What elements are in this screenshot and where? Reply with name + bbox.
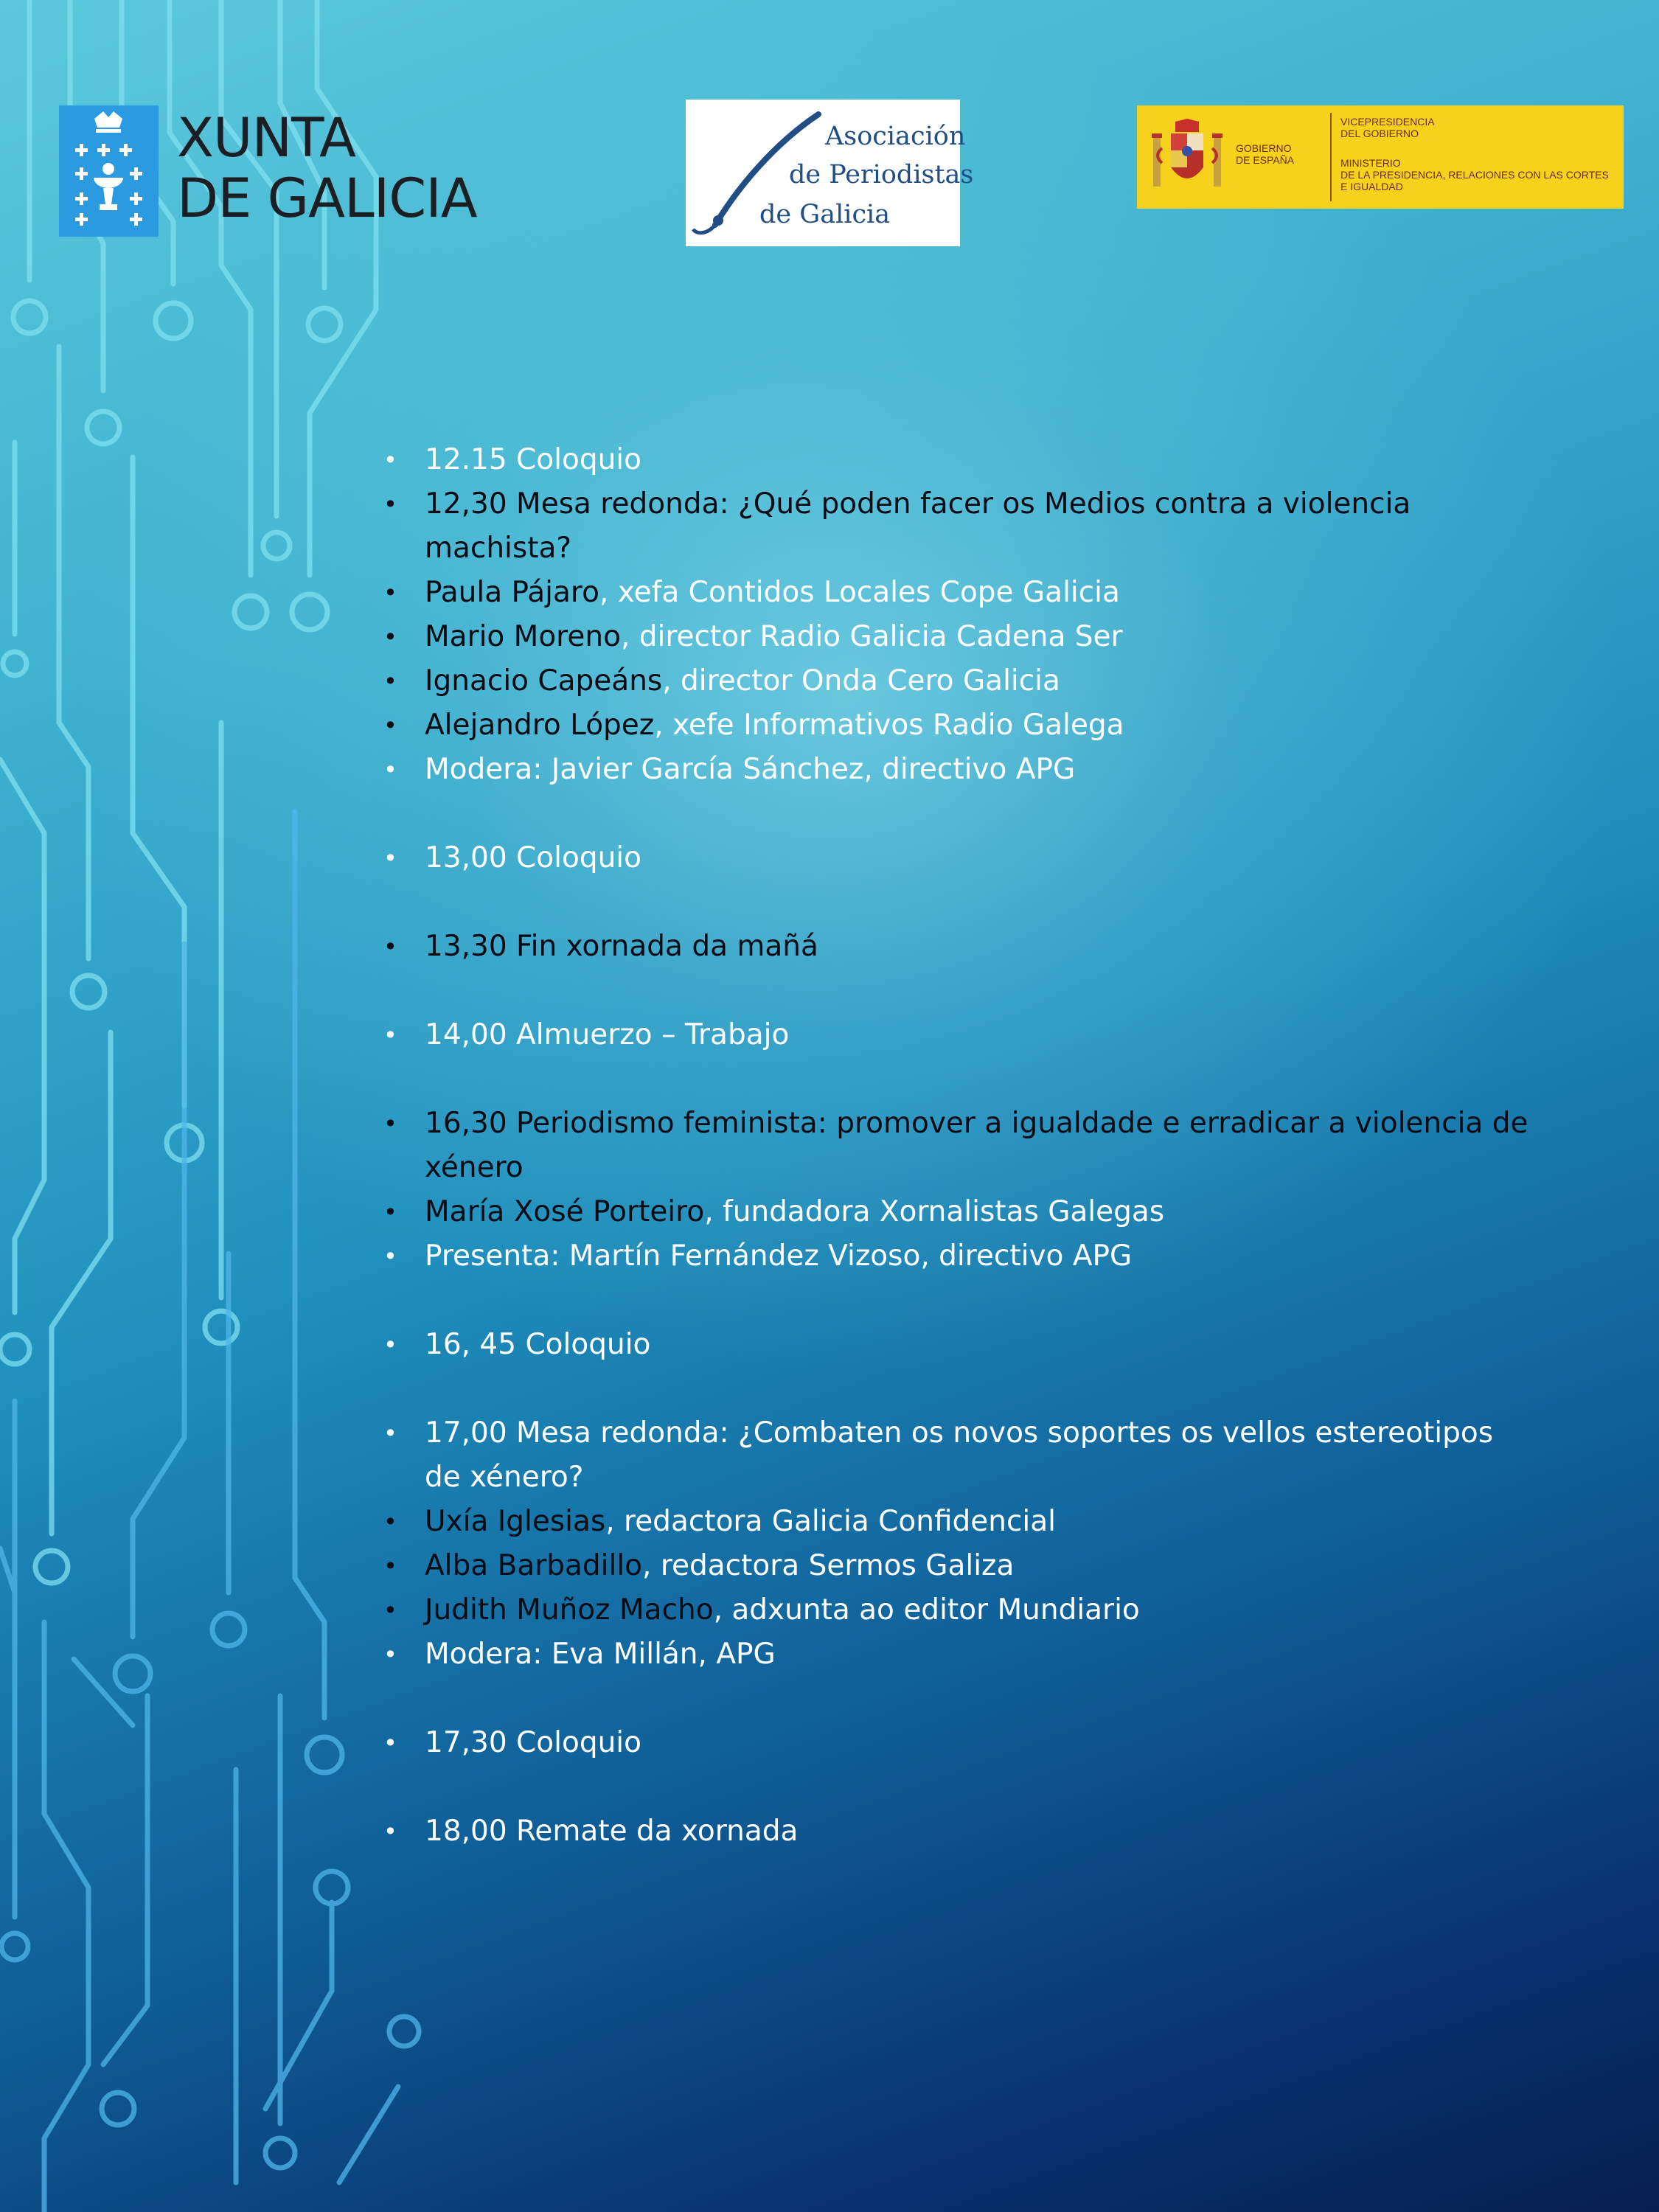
gobierno-de-espana-logo [1137, 105, 1624, 209]
agenda-speaker-item [383, 703, 1534, 748]
agenda-spacer [383, 969, 1534, 1013]
speaker-name: Paula Pájaro [425, 576, 599, 609]
gob-left2: DE ESPAÑA [1236, 154, 1295, 166]
apg-logo [686, 100, 974, 246]
speaker-role: , redactora Galicia Confidencial [605, 1505, 1056, 1538]
agenda-speaker-item [383, 1500, 1534, 1544]
agenda-item: • 16,30 Periodismo feminista: promover a igualdade e erradicar a violencia de xénero [383, 1102, 1534, 1190]
agenda-speaker-item [383, 1588, 1534, 1632]
gob-right3: MINISTERIO [1340, 157, 1401, 169]
agenda-item: • 12.15 Coloquio [383, 438, 1534, 482]
speaker-name: Alba Barbadillo [425, 1549, 643, 1582]
agenda-item: • 17,30 Coloquio [383, 1721, 1534, 1765]
agenda-spacer [383, 880, 1534, 925]
speaker-role: , director Onda Cero Galicia [662, 664, 1060, 698]
xunta-wordmark [177, 108, 477, 229]
galicia-shield-icon [59, 105, 159, 237]
agenda-item: • 13,00 Coloquio [383, 836, 1534, 880]
speaker-role: , xefe Informativos Radio Galega [654, 709, 1124, 742]
speaker-name: María Xosé Porteiro [425, 1195, 705, 1228]
speaker-role: , fundadora Xornalistas Galegas [704, 1195, 1165, 1228]
speaker-role: , xefa Contidos Locales Cope Galicia [599, 576, 1120, 609]
speaker-name: Judith Muñoz Macho [425, 1593, 714, 1627]
agenda-speaker-item [383, 615, 1534, 659]
agenda-item: • Modera: Javier García Sánchez, directivo APG [383, 748, 1534, 792]
agenda-spacer [383, 1367, 1534, 1411]
speaker-name: Uxía Iglesias [425, 1505, 606, 1538]
xunta-de-galicia-logo [59, 105, 501, 238]
agenda-spacer [383, 1677, 1534, 1721]
apg-line2: de Periodistas [789, 160, 974, 189]
agenda-item: • 12,30 Mesa redonda: ¿Qué poden facer os Medios contra a violencia machista? [383, 482, 1534, 571]
apg-line1: Asociación [825, 122, 966, 151]
agenda-item: • 14,00 Almuerzo – Trabajo [383, 1013, 1534, 1057]
agenda-speaker-item [383, 1544, 1534, 1588]
agenda-item: • 16, 45 Coloquio [383, 1323, 1534, 1367]
agenda-item: • 13,30 Fin xornada da mañá [383, 925, 1534, 969]
agenda-item: • Presenta: Martín Fernández Vizoso, directivo APG [383, 1234, 1534, 1279]
agenda-spacer [383, 1279, 1534, 1323]
speaker-role: , director Radio Galicia Cadena Ser [620, 620, 1123, 653]
xunta-line2: DE GALICIA [177, 167, 477, 230]
agenda-spacer [383, 792, 1534, 836]
agenda-item: • 18,00 Remate da xornada [383, 1809, 1534, 1854]
agenda-speaker-item [383, 659, 1534, 703]
gob-right4: DE LA PRESIDENCIA, RELACIONES CON LAS CORTES [1340, 169, 1609, 181]
spain-coat-of-arms-icon [1150, 119, 1224, 195]
agenda-speaker-item [383, 1190, 1534, 1234]
agenda-item: • Modera: Eva Millán, APG [383, 1632, 1534, 1677]
speaker-name: Ignacio Capeáns [425, 664, 663, 698]
gob-right2: DEL GOBIERNO [1340, 128, 1419, 139]
speaker-name: Mario Moreno [425, 620, 621, 653]
speaker-role: , adxunta ao editor Mundiario [713, 1593, 1140, 1627]
xunta-line1: XUNTA [177, 107, 355, 170]
speaker-name: Alejandro López [425, 709, 655, 742]
gob-left1: GOBIERNO [1236, 142, 1292, 154]
gob-divider [1330, 113, 1332, 201]
speaker-role: , redactora Sermos Galiza [642, 1549, 1015, 1582]
agenda-list [383, 438, 1534, 1854]
apg-line3: de Galicia [759, 200, 891, 229]
agenda-spacer [383, 1765, 1534, 1809]
agenda-speaker-item [383, 571, 1534, 615]
gob-right5: E IGUALDAD [1340, 181, 1403, 192]
gob-right1: VICEPRESIDENCIA [1340, 116, 1435, 128]
agenda-item: • 17,00 Mesa redonda: ¿Combaten os novos soportes os vellos estereotipos de xénero? [383, 1411, 1534, 1500]
agenda-spacer [383, 1057, 1534, 1102]
